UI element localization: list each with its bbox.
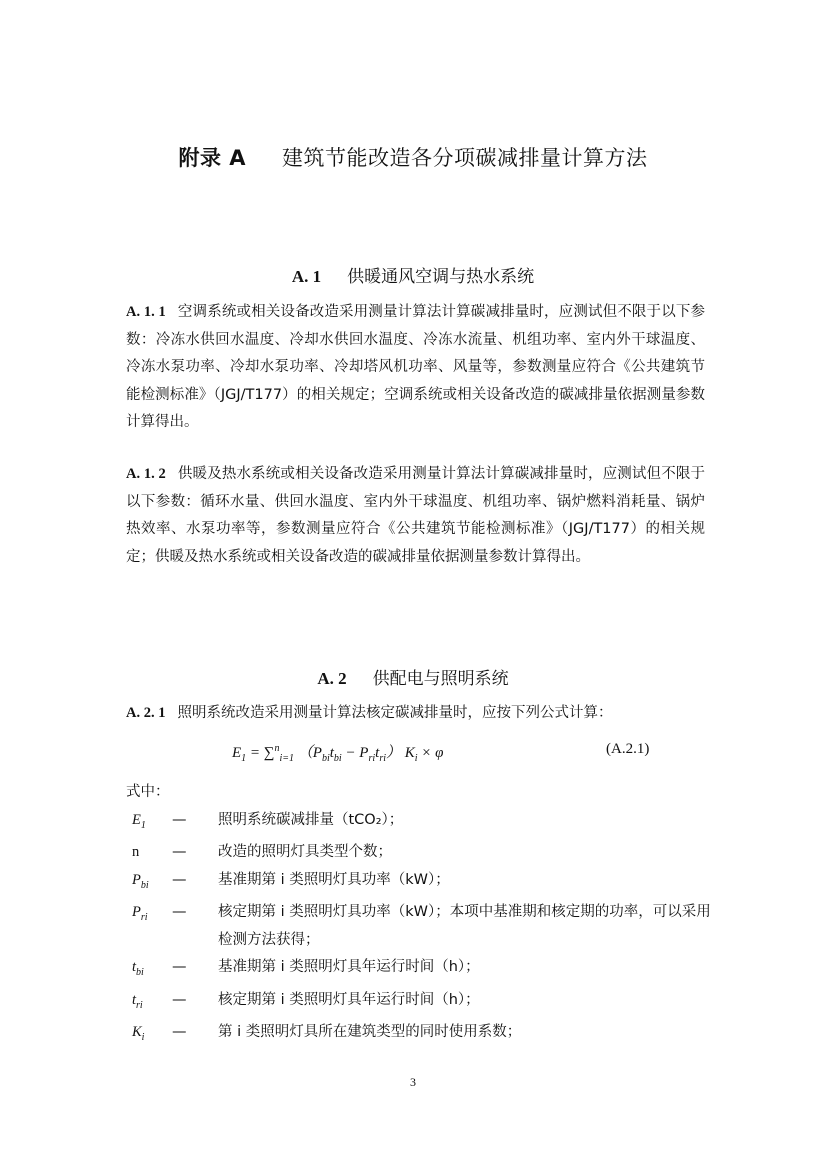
variable-description: 基准期第 i 类照明灯具年运行时间（h）； xyxy=(218,959,480,976)
page-number: 3 xyxy=(410,1075,416,1089)
where-label: 式中： xyxy=(126,784,170,800)
variable-symbol: $t_{bi}$ xyxy=(132,959,144,979)
variable-symbol: $K_i$ xyxy=(132,1024,145,1043)
variable-symbol: n xyxy=(132,844,140,861)
section-a1-heading xyxy=(0,262,826,287)
variable-symbol: $P_{ri}$ xyxy=(132,904,148,924)
variable-row xyxy=(132,867,712,899)
formula-number: (A.2.1) xyxy=(606,741,650,757)
variable-dash: — xyxy=(172,1024,187,1041)
variable-dash: — xyxy=(172,844,187,861)
section-a2-heading xyxy=(0,664,826,689)
formula-a21: $E_1 = \sum^n_{i=1}$ $(P_{bi}t_{bi} - P_{ri}t_{ri}) K_i \times \varphi$ xyxy=(232,743,444,764)
variable-dash: — xyxy=(172,812,187,828)
variable-symbol: $t_{ri}$ xyxy=(132,991,143,1011)
variable-description: 第 i 类照明灯具所在建筑类型的同时使用系数； xyxy=(218,1024,522,1041)
section-title: 供暖通风空调与热水系统 xyxy=(347,267,535,287)
variable-row xyxy=(132,1019,712,1051)
appendix-title xyxy=(0,142,826,172)
clause-a11 xyxy=(126,299,705,437)
variable-dash: — xyxy=(172,904,187,921)
variable-symbol: $P_{bi}$ xyxy=(132,871,149,891)
section-number: A. 1 xyxy=(291,267,322,286)
section-number: A. 2 xyxy=(317,669,347,688)
variable-description: 照明系统碳减排量（tCO₂）； xyxy=(218,812,404,828)
variable-row xyxy=(132,839,712,867)
variable-row xyxy=(132,954,712,986)
section-title: 供配电与照明系统 xyxy=(372,669,509,689)
variable-dash: — xyxy=(172,871,187,888)
appendix-label: 附录 A xyxy=(178,146,247,170)
clause-number: A. 2. 1 xyxy=(126,705,166,721)
clause-a12 xyxy=(126,461,705,571)
clause-a21 xyxy=(126,700,705,728)
variable-dash: — xyxy=(172,991,187,1008)
appendix-title-text: 建筑节能改造各分项碳减排量计算方法 xyxy=(282,146,648,170)
clause-text: 照明系统改造采用测量计算法核定碳减排量时，应按下列公式计算： xyxy=(177,705,613,721)
variable-list xyxy=(132,807,712,1051)
clause-text: 供暖及热水系统或相关设备改造采用测量计算法计算碳减排量时，应测试但不限于以下参数：循环水量、供回水温度、室内外干球温度、机组功率、锅炉燃料消耗量、锅炉热效率、水泵功率等，参数测量应符合《公共建筑节能检测标准》（JGJ/T177）的相关规定；供暖及热水系统或相关设备改造的碳减排量依据测量参数计算得出。 xyxy=(126,466,705,565)
clause-text: 空调系统或相关设备改造采用测量计算法计算碳减排量时，应测试但不限于以下参数：冷冻水供回水温度、冷却水供回水温度、冷冻水流量、机组功率、室内外干球温度、冷冻水泵功率、冷却水泵功率、冷却塔风机功率、风量等，参数测量应符合《公共建筑节能检测标准》（JGJ/T177）的相关规定；空调系统或相关设备改造的碳减排量依据测量参数计算得出。 xyxy=(126,304,705,430)
variable-row xyxy=(132,807,712,839)
variable-description: 基准期第 i 类照明灯具功率（kW）； xyxy=(218,871,450,888)
variable-description: 核定期第 i 类照明灯具功率（kW）；本项中基准期和核定期的功率，可以采用检测方法获得； xyxy=(218,904,711,948)
variable-row xyxy=(132,987,712,1019)
variable-symbol: $E_1$ xyxy=(132,812,146,831)
clause-number: A. 1. 1 xyxy=(126,304,166,320)
variable-description: 核定期第 i 类照明灯具年运行时间（h）； xyxy=(218,991,480,1008)
clause-number: A. 1. 2 xyxy=(126,466,166,482)
variable-description: 改造的照明灯具类型个数； xyxy=(218,844,392,861)
variable-dash: — xyxy=(172,959,187,976)
variable-row xyxy=(132,899,712,954)
